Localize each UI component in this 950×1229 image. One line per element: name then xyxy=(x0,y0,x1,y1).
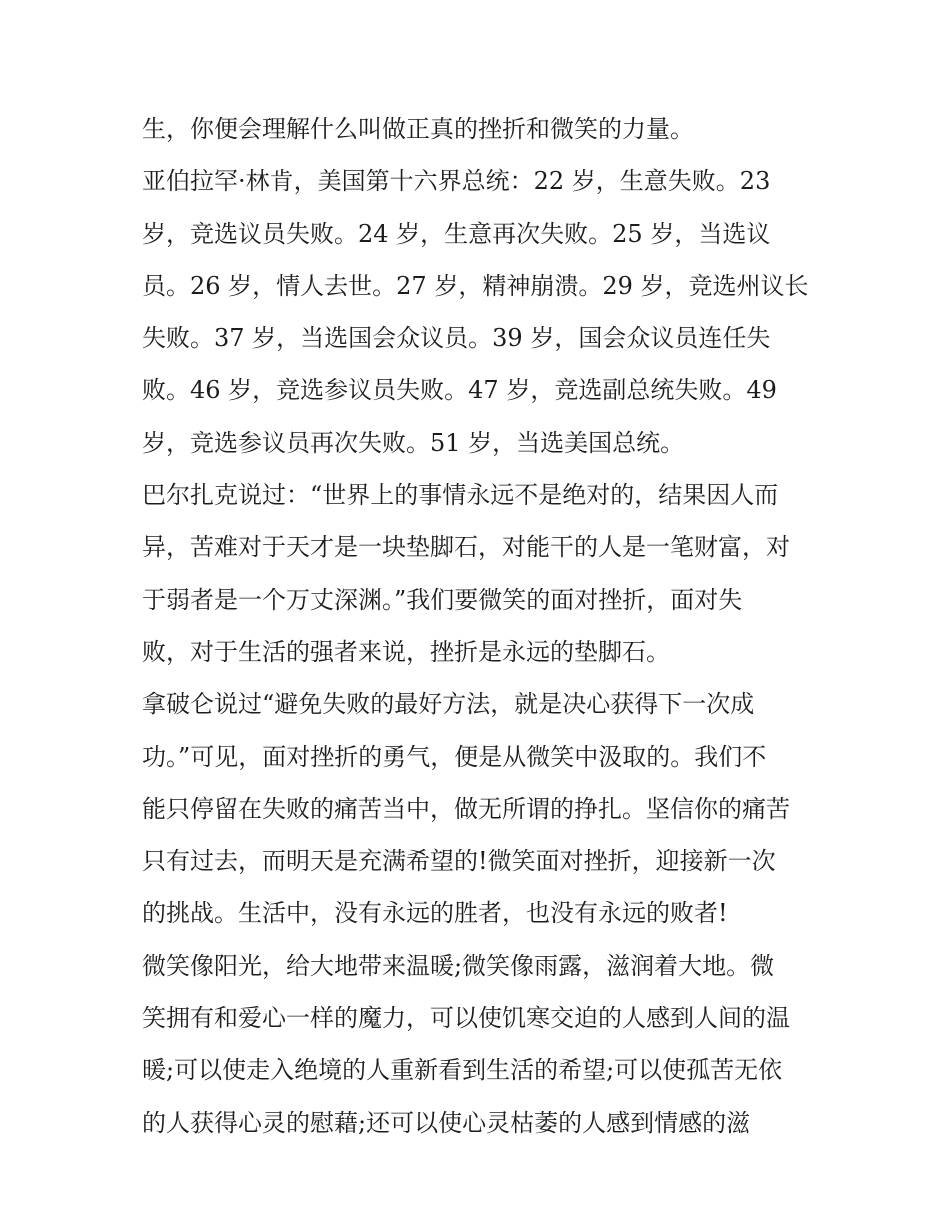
text-line: 的人获得心灵的慰藉;还可以使心灵枯萎的人感到情感的滋 xyxy=(142,1108,751,1137)
text-line: 拿破仑说过“避免失败的最好方法，就是决心获得下一次成 xyxy=(142,690,755,719)
text-line: 暖;可以使走入绝境的人重新看到生活的希望;可以使孤苦无依 xyxy=(142,1056,783,1085)
text-line: 岁，竞选议员失败。24 岁，生意再次失败。25 岁，当选议 xyxy=(142,219,771,248)
text-line: 生，你便会理解什么叫做正真的挫折和微笑的力量。 xyxy=(142,115,694,143)
text-line: 失败。37 岁，当选国会众议员。39 岁，国会众议员连任失 xyxy=(142,324,771,353)
text-line: 的挑战。生活中，没有永远的胜者，也没有永远的败者! xyxy=(142,899,728,928)
text-line: 功。”可见，面对挫折的勇气，便是从微笑中汲取的。我们不 xyxy=(142,742,767,771)
text-line: 败。46 岁，竞选参议员失败。47 岁，竞选副总统失败。49 xyxy=(142,376,777,405)
text-line: 只有过去，而明天是充满希望的!微笑面对挫折，迎接新一次 xyxy=(142,847,776,876)
body-text xyxy=(142,107,822,1153)
text-line: 于弱者是一个万丈深渊。”我们要微笑的面对挫折，面对失 xyxy=(142,585,743,614)
text-line: 异，苦难对于天才是一块垫脚石，对能干的人是一笔财富，对 xyxy=(142,533,790,562)
text-line: 亚伯拉罕·林肯，美国第十六界总统：22 岁，生意失败。23 xyxy=(142,167,771,196)
text-line: 岁，竞选参议员再次失败。51 岁，当选美国总统。 xyxy=(142,428,685,457)
text-line: 败，对于生活的强者来说，挫折是永远的垫脚石。 xyxy=(142,637,670,666)
text-line: 笑拥有和爱心一样的魔力，可以使饥寒交迫的人感到人间的温 xyxy=(142,1004,790,1033)
text-line: 员。26 岁，情人去世。27 岁，精神崩溃。29 岁，竞选州议长 xyxy=(142,271,809,300)
text-line: 微笑像阳光，给大地带来温暖;微笑像雨露，滋润着大地。微 xyxy=(142,951,775,980)
text-line: 巴尔扎克说过：“世界上的事情永远不是绝对的，结果因人而 xyxy=(142,481,779,510)
text-line: 能只停留在失败的痛苦当中，做无所谓的挣扎。坚信你的痛苦 xyxy=(142,794,790,823)
